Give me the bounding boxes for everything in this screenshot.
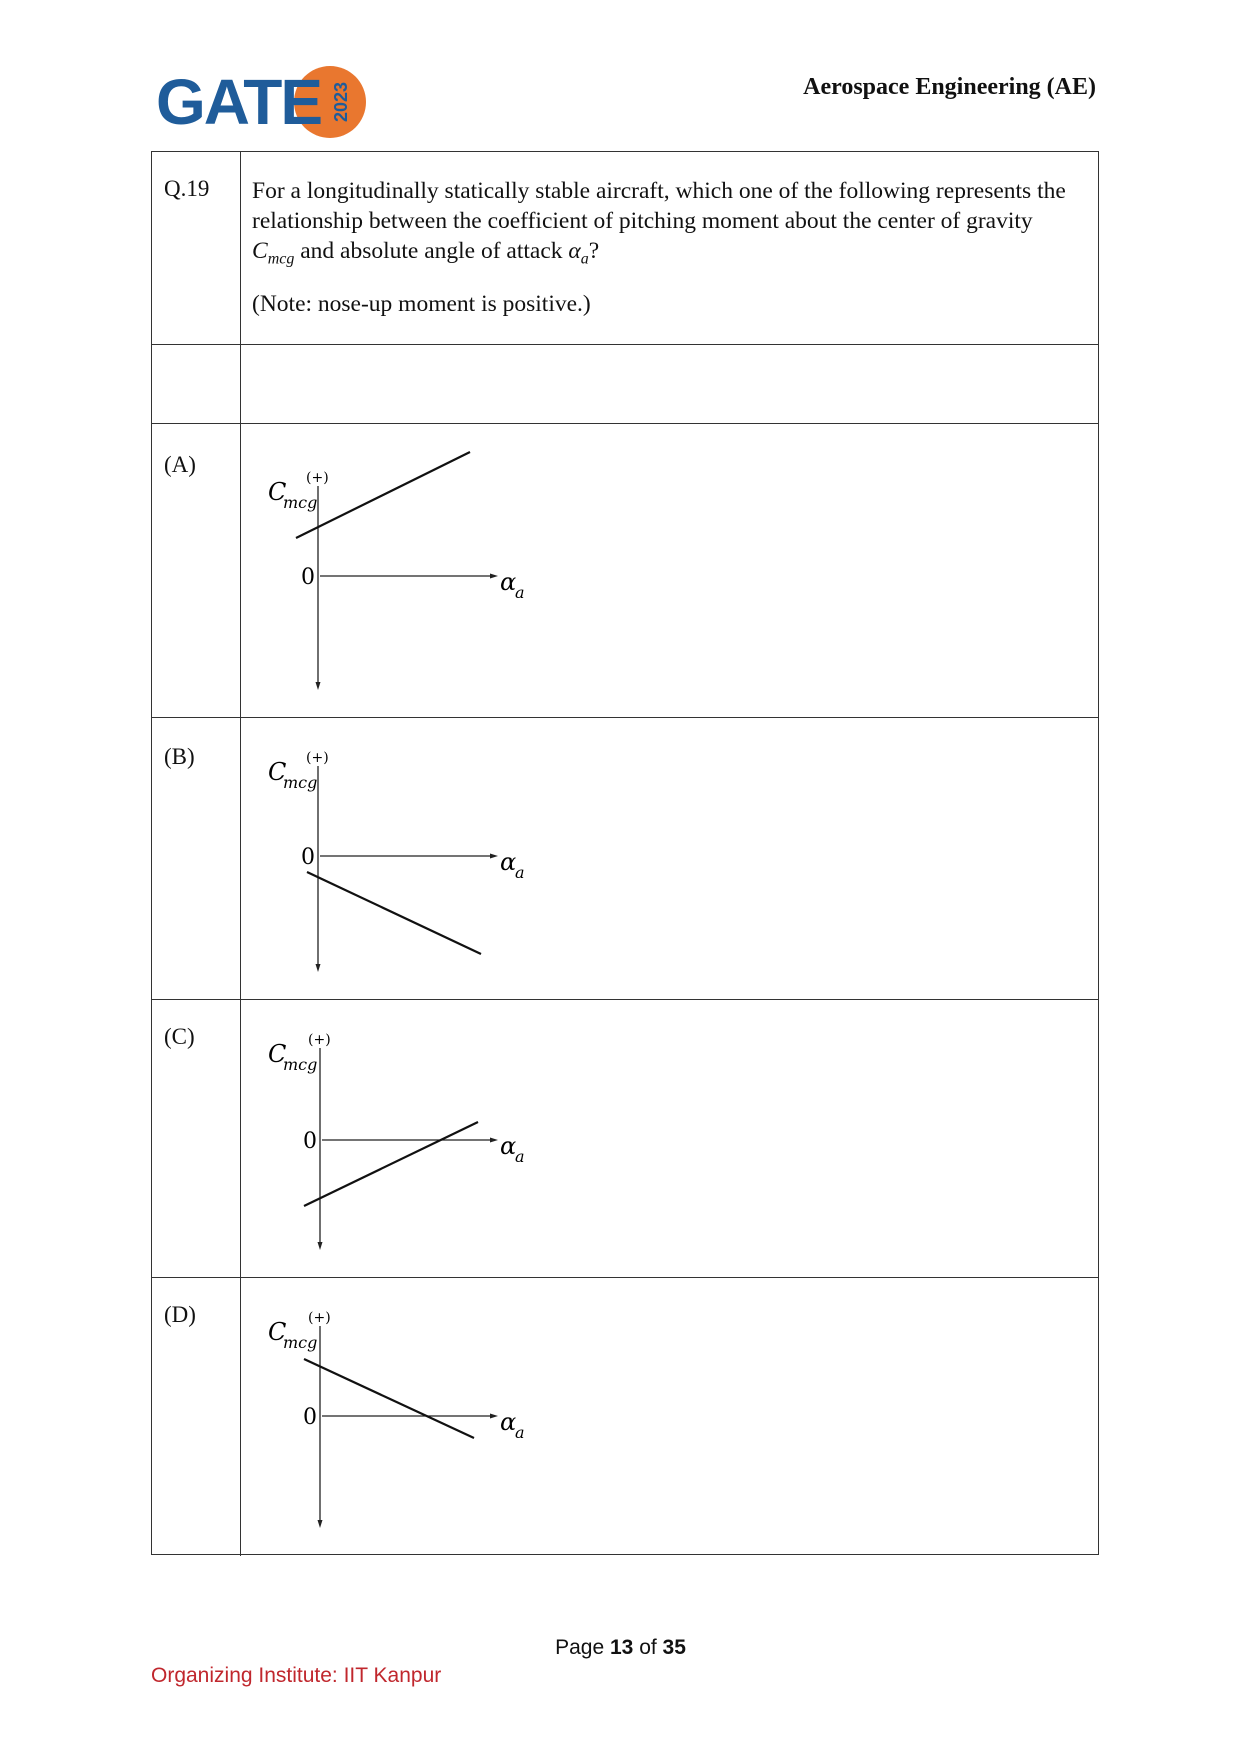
x-axis-label: α <box>500 568 517 596</box>
alpha-symbol: $\alpha_a$ <box>568 238 589 268</box>
logo-text: GATE <box>156 66 322 138</box>
question-number: Q.19 <box>164 176 210 201</box>
logo-year: 2023 <box>331 81 351 122</box>
y-axis-label: C <box>268 758 287 786</box>
option-a-label: (A) <box>164 452 196 477</box>
option-b-row[interactable] <box>152 718 1098 1000</box>
x-axis-sub: a <box>515 863 525 882</box>
y-axis-label: C <box>268 478 287 506</box>
origin-label: 0 <box>303 1129 317 1154</box>
question-text-part-1: For a longitudinally statically stable aircraft, which one of the following represents the relationship between the coefficient of pitching moment about the center of gravity <box>252 178 1066 234</box>
cm-symbol: $C_{mcg}$ <box>252 238 295 268</box>
x-axis-sub: a <box>515 1147 525 1166</box>
option-d-label: (D) <box>164 1302 196 1327</box>
positive-marker: (+) <box>308 1032 331 1048</box>
question-text <box>252 176 1068 319</box>
origin-label: 0 <box>301 845 315 870</box>
cm-alpha-line <box>304 1122 478 1206</box>
option-a-graph <box>252 424 592 718</box>
option-c-label: (C) <box>164 1024 195 1049</box>
x-axis-arrow <box>490 854 498 859</box>
x-axis-sub: a <box>515 583 525 602</box>
x-axis-arrow <box>490 1414 498 1419</box>
origin-label: 0 <box>303 1405 317 1430</box>
y-axis-sub: mcg <box>283 773 318 792</box>
positive-marker: (+) <box>306 470 329 486</box>
option-c-row[interactable] <box>152 1000 1098 1278</box>
x-axis-sub: a <box>515 1423 525 1442</box>
cm-alpha-line <box>304 1359 474 1438</box>
y-axis-label: C <box>268 1040 287 1068</box>
y-axis-arrow <box>318 1520 323 1528</box>
organizing-institute: Organizing Institute: IIT Kanpur <box>151 1664 442 1687</box>
x-axis-arrow <box>490 1138 498 1143</box>
y-axis-sub: mcg <box>283 1055 318 1074</box>
question-note: (Note: nose-up moment is positive.) <box>252 290 591 317</box>
page-number: Page 13 of 35 <box>555 1636 686 1659</box>
y-axis-arrow <box>318 1242 323 1250</box>
question-row <box>152 152 1098 345</box>
y-axis-arrow <box>316 682 321 690</box>
subject-title: Aerospace Engineering (AE) <box>803 74 1096 100</box>
option-d-graph <box>252 1278 592 1556</box>
question-table <box>151 151 1099 1555</box>
origin-label: 0 <box>301 565 315 590</box>
question-text-part-2: and absolute angle of attack <box>300 238 563 264</box>
option-a-row[interactable] <box>152 424 1098 718</box>
y-axis-label: C <box>268 1318 287 1346</box>
option-d-row[interactable] <box>152 1278 1098 1556</box>
gate-logo <box>156 62 362 142</box>
y-axis-arrow <box>316 964 321 972</box>
cm-alpha-line <box>307 872 481 954</box>
option-c-graph <box>252 1000 592 1278</box>
y-axis-sub: mcg <box>283 493 318 512</box>
x-axis-arrow <box>490 574 498 579</box>
question-text-part-3: ? <box>588 238 600 264</box>
cm-alpha-line <box>296 452 470 538</box>
option-b-graph <box>252 718 592 1000</box>
x-axis-label: α <box>500 1408 517 1436</box>
positive-marker: (+) <box>306 750 329 766</box>
empty-row <box>152 345 1098 424</box>
x-axis-label: α <box>500 848 517 876</box>
y-axis-sub: mcg <box>283 1333 318 1352</box>
x-axis-label: α <box>500 1132 517 1160</box>
option-b-label: (B) <box>164 744 195 769</box>
positive-marker: (+) <box>308 1310 331 1326</box>
